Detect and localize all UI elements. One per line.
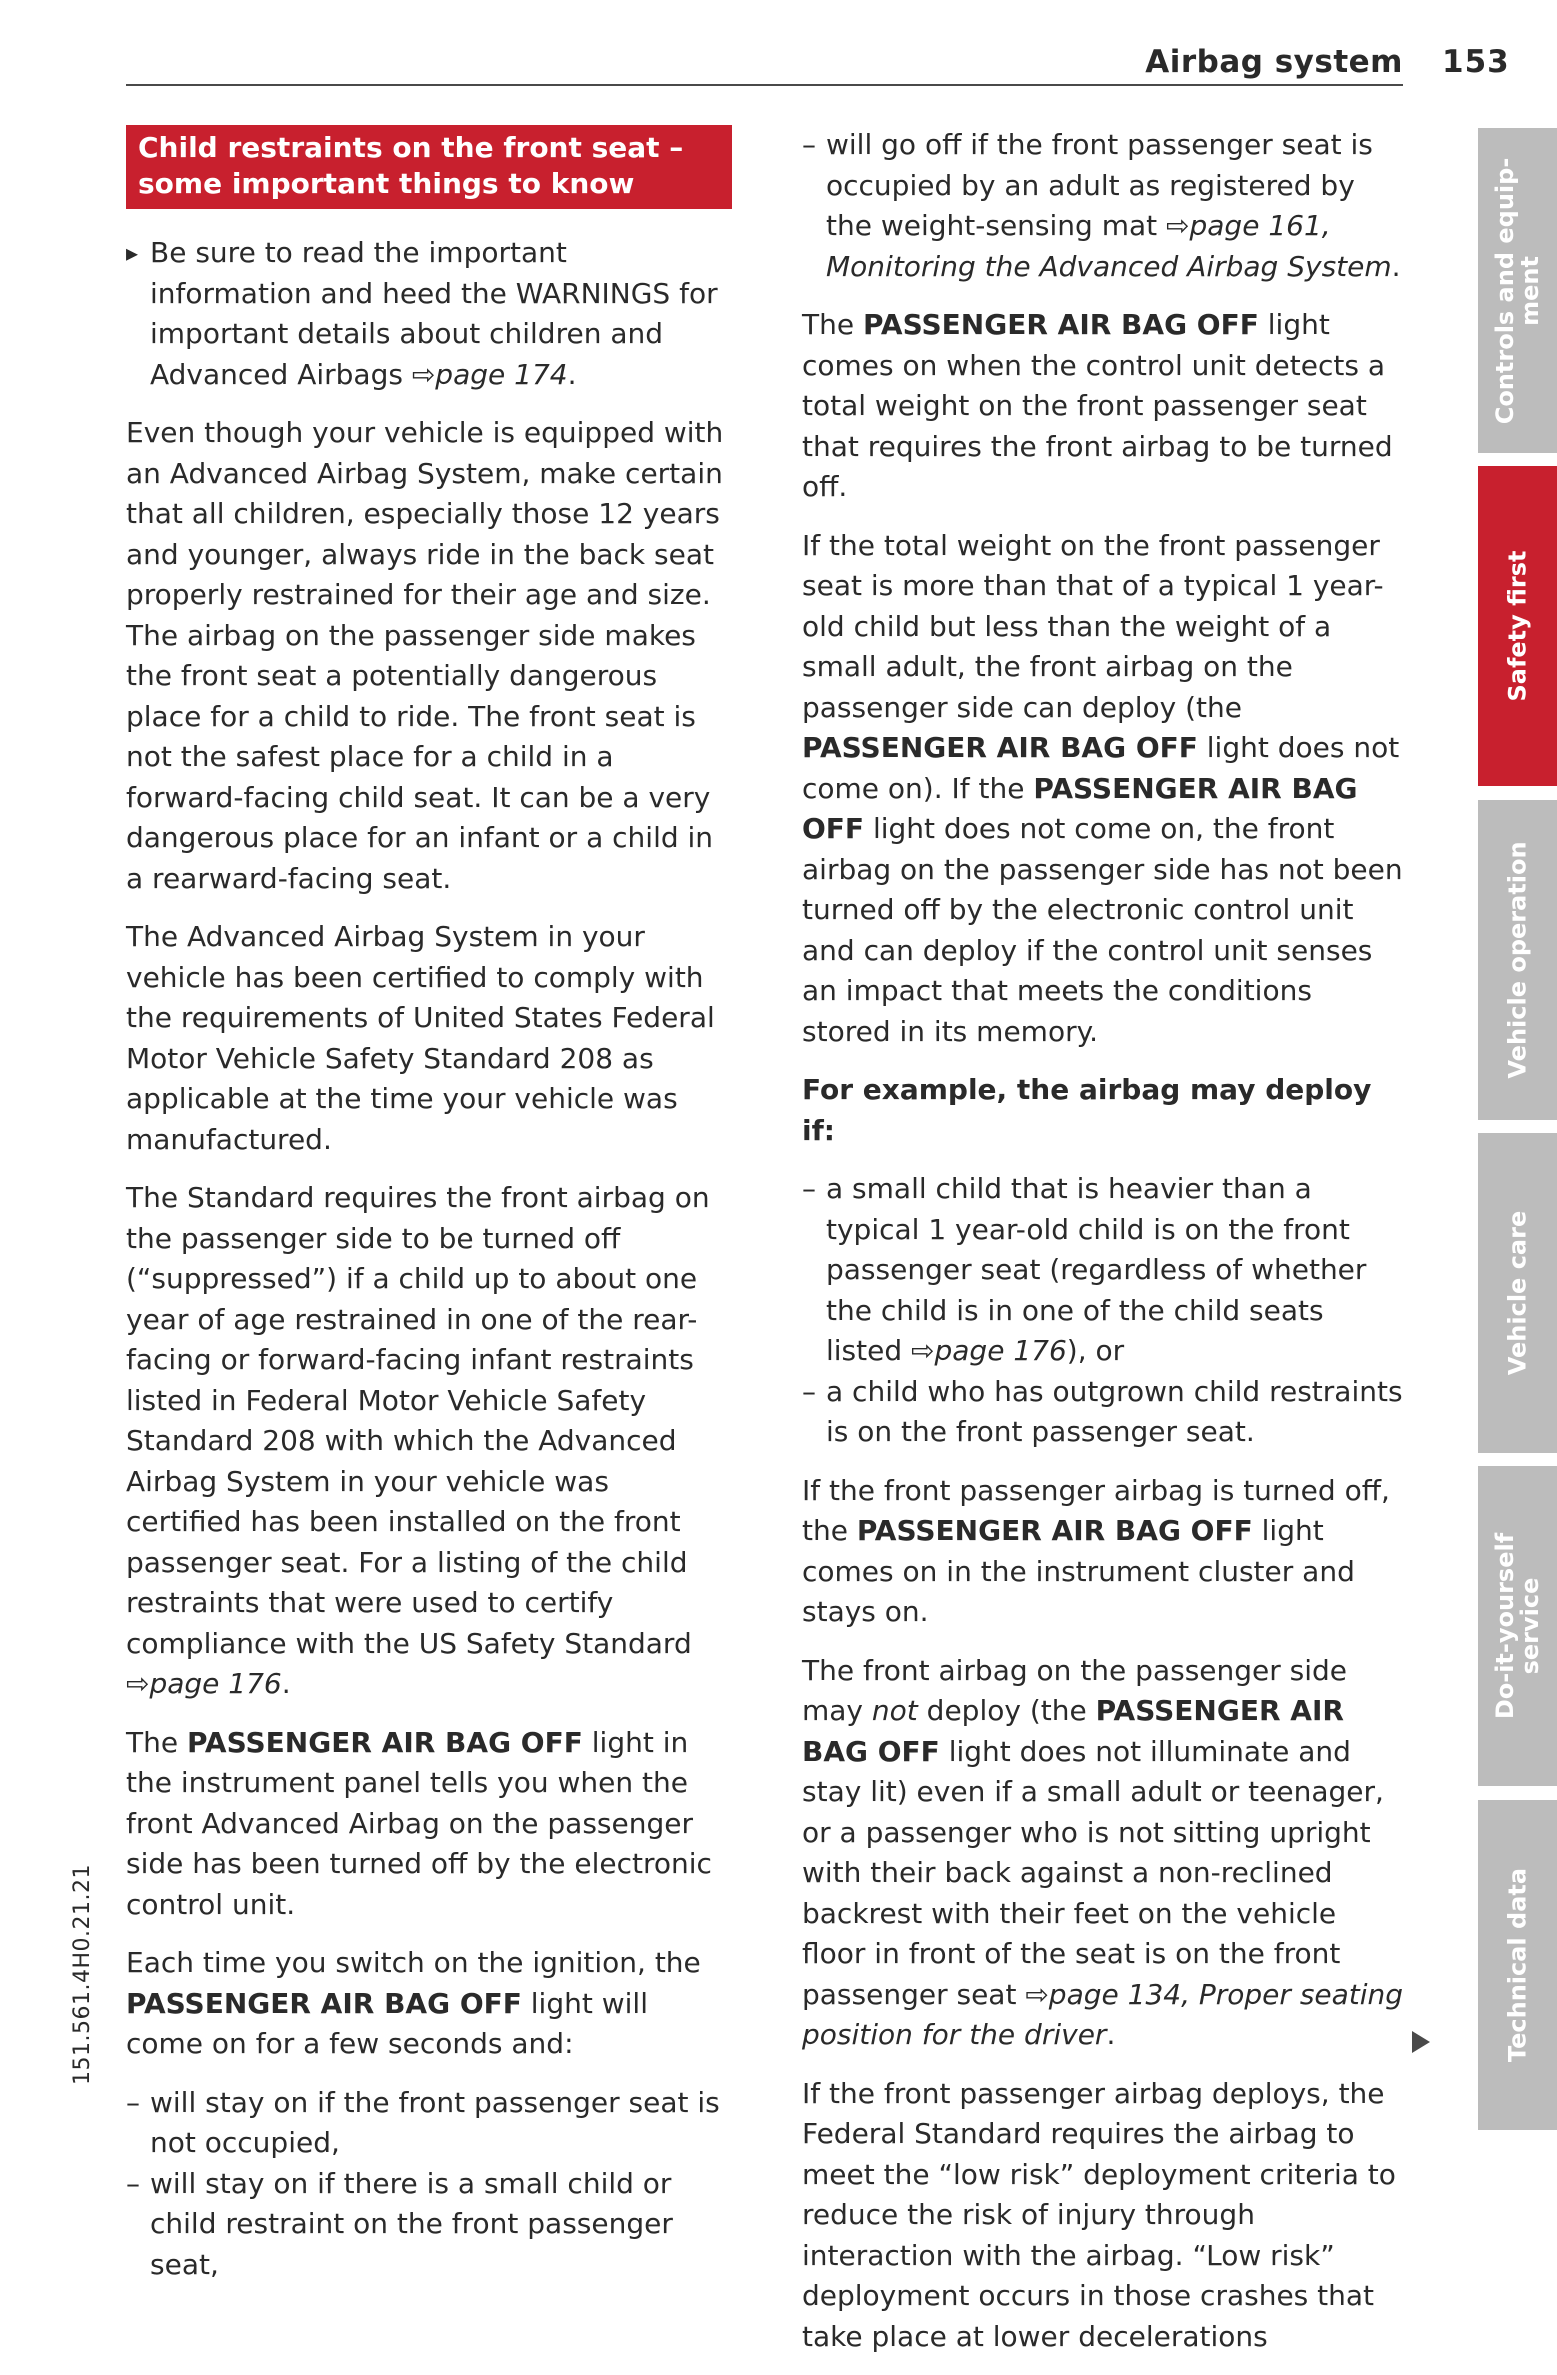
indicator-name: PASSENGER AIR BAG OFF bbox=[862, 308, 1259, 341]
page-number: 153 bbox=[1442, 44, 1510, 80]
indicator-name: PASSENGER AIR BAG OFF bbox=[802, 1694, 1344, 1768]
page-header bbox=[126, 40, 1403, 86]
list-item: – a small child that is heavier than a typical 1 year-old child is on the front passenger seat (regardless of whether the child is in one of the child seats listed ⇨page 176), or bbox=[802, 1169, 1408, 1372]
page-reference-link[interactable]: ⇨page 134, Proper seating position for the driver bbox=[802, 1977, 1404, 2051]
side-tab-vehicle-care[interactable]: Vehicle care bbox=[1478, 1133, 1557, 1453]
paragraph: Each time you switch on the ignition, the PASSENGER AIR BAG OFF light will come on for a few seconds and: bbox=[126, 1946, 701, 2060]
section-title: Airbag system bbox=[1145, 44, 1403, 80]
dash-list bbox=[802, 1169, 1408, 1453]
paragraph: The PASSENGER AIR BAG OFF light in the instrument panel tells you when the front Advanced Airbag on the passenger side has been turned off by the electronic control unit. bbox=[126, 1725, 712, 1921]
list-item: – will stay on if the front passenger seat is not occupied, bbox=[126, 2083, 732, 2164]
indicator-name: PASSENGER AIR BAG OFF bbox=[856, 1514, 1253, 1547]
paragraph: The Standard requires the front airbag on the passenger side to be turned off (“suppressed”) if a child up to about one year of age restrained in one of the rear-facing or forward-facing infant restraints listed in Federal Motor Vehicle Safety Standard 208 with which the Advanced Airbag System in your vehicle was certified has been installed on the front passenger seat. For a listing of the child restraints that were used to certify compliance with the US Safety Standard ⇨page 176. bbox=[126, 1181, 710, 1700]
continue-arrow-icon bbox=[1412, 2031, 1430, 2053]
list-item: – will stay on if there is a small child or child restraint on the front passenger seat, bbox=[126, 2164, 732, 2286]
paragraph: The PASSENGER AIR BAG OFF light comes on when the control unit detects a total weight on the front passenger seat that requires the front airbag to be turned off. bbox=[802, 308, 1393, 503]
list-item: – a child who has outgrown child restraints is on the front passenger seat. bbox=[802, 1372, 1408, 1453]
page-reference-link[interactable]: ⇨page 176 bbox=[911, 1334, 1067, 1367]
side-tab-technical-data[interactable]: Technical data bbox=[1478, 1800, 1557, 2130]
section-heading: Child restraints on the front seat – some important things to know bbox=[126, 125, 732, 209]
side-tab-controls[interactable]: Controls and equip- ment bbox=[1478, 128, 1557, 453]
paragraph: The front airbag on the passenger side may not deploy (the PASSENGER AIR BAG OFF light does not illuminate and stay lit) even if a small adult or teenager, or a passenger who is not sitting upright with their back against a non-reclined backrest with their feet on the vehicle floor in front of the seat is on the front passenger seat ⇨page 134, Proper seating position for the driver. bbox=[802, 1653, 1404, 2051]
page-reference-link[interactable]: ⇨page 176 bbox=[126, 1667, 282, 1700]
indicator-name: PASSENGER AIR BAG OFF bbox=[802, 731, 1198, 764]
dash-list bbox=[802, 125, 1408, 287]
indicator-name: PASSENGER AIR BAG OFF bbox=[126, 1986, 522, 2020]
page-reference-link[interactable]: ⇨page 174 bbox=[411, 357, 568, 391]
emphasis: not bbox=[871, 1694, 918, 1727]
paragraph: If the total weight on the front passenger seat is more than that of a typical 1 year-old child but less than the weight of a small adult, the front airbag on the passenger side can deploy (the PASSENGER AIR BAG OFF light does not come on). If the PASSENGER AIR BAG OFF light does not come on, the front airbag on the passenger side has not been turned off by the electronic control unit and can deploy if the control unit senses an impact that meets the conditions stored in its memory. bbox=[802, 528, 1403, 1048]
paragraph: If the front passenger airbag is turned off, the PASSENGER AIR BAG OFF light comes on in the instrument cluster and stays on. bbox=[802, 1473, 1390, 1628]
left-column bbox=[126, 125, 732, 2303]
document-code: 151.561.4H0.21.21 bbox=[70, 1864, 95, 2085]
indicator-name: PASSENGER AIR BAG OFF bbox=[186, 1725, 583, 1759]
subheading: For example, the airbag may deploy if: bbox=[802, 1073, 1372, 1147]
side-tab-vehicle-operation[interactable]: Vehicle operation bbox=[1478, 800, 1557, 1120]
list-item: – will go off if the front passenger seat is occupied by an adult as registered by the weight-sensing mat ⇨page 161, Monitoring the Advanced Airbag System. bbox=[802, 125, 1408, 287]
dash-list bbox=[126, 2083, 732, 2286]
page-reference-link[interactable]: ⇨page 161, Monitoring the Advanced Airbag System bbox=[826, 209, 1392, 283]
bullet-list bbox=[126, 233, 732, 395]
paragraph: If the front passenger airbag deploys, the Federal Standard requires the airbag to meet the “low risk” deployment criteria to reduce the risk of injury through interaction with the airbag. “Low risk” deployment occurs in those crashes that take place at lower decelerations bbox=[802, 2076, 1396, 2353]
right-column bbox=[802, 125, 1408, 2375]
side-tab-safety-first[interactable]: Safety first bbox=[1478, 466, 1557, 786]
paragraph: Even though your vehicle is equipped with an Advanced Airbag System, make certain that all children, especially those 12 years and younger, always ride in the back seat properly restrained for their age and size. The airbag on the passenger side makes the front seat a potentially dangerous place for a child to ride. The front seat is not the safest place for a child in a forward-facing child seat. It can be a very dangerous place for an infant or a child in a rearward-facing seat. bbox=[126, 416, 724, 895]
paragraph: The Advanced Airbag System in your vehicle has been certified to comply with the requirements of United States Federal Motor Vehicle Safety Standard 208 as applicable at the time your vehicle was manufactured. bbox=[126, 920, 715, 1156]
indicator-name: PASSENGER AIR BAG OFF bbox=[802, 771, 1358, 845]
side-tab-do-it-yourself[interactable]: Do-it-yourself service bbox=[1478, 1466, 1557, 1786]
bullet-item: ▸ Be sure to read the important information and heed the WARNINGS for important details about children and Advanced Airbags ⇨page 174. bbox=[126, 233, 732, 395]
